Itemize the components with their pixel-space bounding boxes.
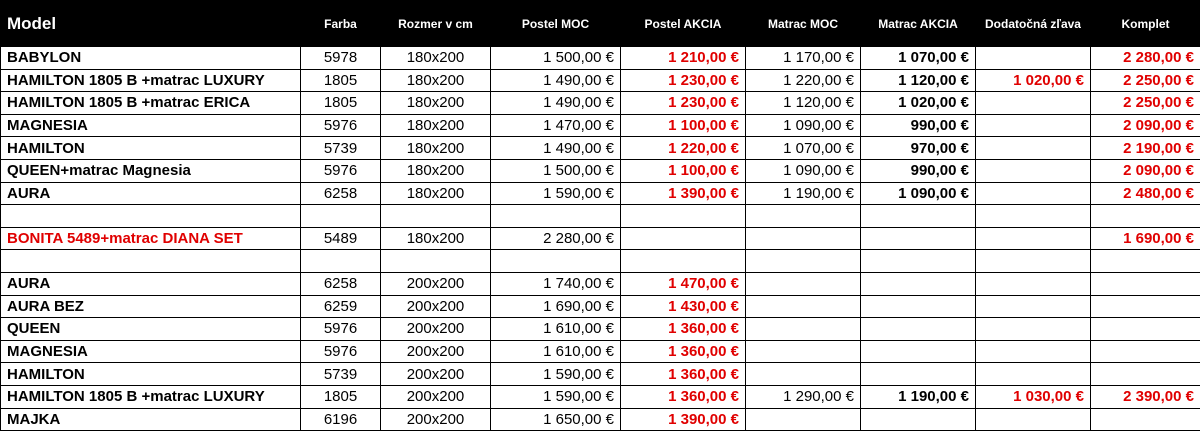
cell-postel-akcia: 1 230,00 €	[621, 92, 746, 115]
cell-farba: 5976	[301, 318, 381, 341]
cell-matrac-akcia	[861, 340, 976, 363]
cell-zlava	[976, 205, 1091, 228]
cell-komplet	[1091, 318, 1200, 341]
table-row	[1, 159, 1200, 182]
cell-postel-akcia: 1 230,00 €	[621, 69, 746, 92]
cell-model: BABYLON	[1, 47, 301, 70]
table-row	[1, 92, 1200, 115]
table-row	[1, 272, 1200, 295]
cell-matrac-moc: 1 190,00 €	[746, 182, 861, 205]
cell-postel-moc: 2 280,00 €	[491, 227, 621, 250]
cell-model: MAGNESIA	[1, 340, 301, 363]
cell-matrac-akcia: 1 070,00 €	[861, 47, 976, 70]
cell-matrac-akcia: 1 090,00 €	[861, 182, 976, 205]
cell-zlava	[976, 114, 1091, 137]
cell-zlava	[976, 363, 1091, 386]
cell-komplet: 2 280,00 €	[1091, 47, 1200, 70]
cell-zlava	[976, 340, 1091, 363]
spacer-row	[1, 250, 1200, 273]
cell-zlava	[976, 318, 1091, 341]
cell-model: AURA BEZ	[1, 295, 301, 318]
table-row	[1, 227, 1200, 250]
cell-zlava	[976, 408, 1091, 431]
cell-postel-moc: 1 500,00 €	[491, 47, 621, 70]
cell-komplet: 2 480,00 €	[1091, 182, 1200, 205]
cell-farba: 6258	[301, 272, 381, 295]
cell-rozmer: 200x200	[381, 272, 491, 295]
cell-postel-moc: 1 650,00 €	[491, 408, 621, 431]
cell-postel-moc: 1 740,00 €	[491, 272, 621, 295]
cell-rozmer: 200x200	[381, 408, 491, 431]
cell-matrac-akcia	[861, 205, 976, 228]
cell-matrac-moc	[746, 363, 861, 386]
cell-farba: 5739	[301, 363, 381, 386]
cell-matrac-moc	[746, 408, 861, 431]
cell-rozmer: 180x200	[381, 92, 491, 115]
cell-postel-akcia: 1 360,00 €	[621, 318, 746, 341]
cell-model: HAMILTON 1805 B +matrac LUXURY	[1, 385, 301, 408]
cell-farba: 5978	[301, 47, 381, 70]
cell-model: MAJKA	[1, 408, 301, 431]
cell-rozmer	[381, 205, 491, 228]
cell-farba: 1805	[301, 92, 381, 115]
cell-zlava	[976, 159, 1091, 182]
cell-model	[1, 205, 301, 228]
cell-komplet	[1091, 340, 1200, 363]
cell-zlava	[976, 250, 1091, 273]
cell-matrac-moc	[746, 295, 861, 318]
cell-farba: 1805	[301, 69, 381, 92]
cell-matrac-akcia	[861, 363, 976, 386]
cell-rozmer: 180x200	[381, 47, 491, 70]
cell-komplet: 2 390,00 €	[1091, 385, 1200, 408]
cell-komplet	[1091, 272, 1200, 295]
cell-komplet	[1091, 363, 1200, 386]
cell-postel-akcia: 1 390,00 €	[621, 182, 746, 205]
cell-postel-moc: 1 470,00 €	[491, 114, 621, 137]
cell-zlava	[976, 92, 1091, 115]
cell-zlava	[976, 47, 1091, 70]
cell-model: AURA	[1, 272, 301, 295]
cell-zlava	[976, 227, 1091, 250]
table-row	[1, 385, 1200, 408]
cell-postel-akcia: 1 100,00 €	[621, 159, 746, 182]
cell-postel-moc: 1 590,00 €	[491, 385, 621, 408]
cell-model: HAMILTON 1805 B +matrac LUXURY	[1, 69, 301, 92]
cell-rozmer: 180x200	[381, 182, 491, 205]
cell-matrac-akcia: 990,00 €	[861, 114, 976, 137]
cell-farba: 6196	[301, 408, 381, 431]
table-row	[1, 114, 1200, 137]
cell-komplet: 2 090,00 €	[1091, 159, 1200, 182]
cell-model: HAMILTON	[1, 137, 301, 160]
table-row	[1, 69, 1200, 92]
cell-rozmer: 200x200	[381, 340, 491, 363]
cell-matrac-akcia: 990,00 €	[861, 159, 976, 182]
cell-model: MAGNESIA	[1, 114, 301, 137]
cell-postel-akcia: 1 220,00 €	[621, 137, 746, 160]
cell-matrac-moc: 1 090,00 €	[746, 114, 861, 137]
cell-postel-moc: 1 490,00 €	[491, 137, 621, 160]
cell-matrac-moc: 1 290,00 €	[746, 385, 861, 408]
cell-postel-moc: 1 610,00 €	[491, 340, 621, 363]
cell-farba: 6258	[301, 182, 381, 205]
header-farba: Farba	[301, 1, 381, 47]
header-zlava: Dodatočná zľava	[976, 1, 1091, 47]
cell-komplet	[1091, 408, 1200, 431]
cell-postel-moc: 1 590,00 €	[491, 182, 621, 205]
header-matrac-akcia: Matrac AKCIA	[861, 1, 976, 47]
cell-postel-moc: 1 490,00 €	[491, 92, 621, 115]
cell-komplet	[1091, 295, 1200, 318]
cell-postel-akcia: 1 390,00 €	[621, 408, 746, 431]
cell-postel-akcia	[621, 250, 746, 273]
cell-matrac-moc: 1 070,00 €	[746, 137, 861, 160]
cell-postel-akcia: 1 360,00 €	[621, 363, 746, 386]
cell-komplet: 2 250,00 €	[1091, 69, 1200, 92]
table-row	[1, 408, 1200, 431]
cell-farba: 5976	[301, 159, 381, 182]
cell-postel-moc: 1 690,00 €	[491, 295, 621, 318]
table-row	[1, 47, 1200, 70]
cell-rozmer: 180x200	[381, 69, 491, 92]
cell-model	[1, 250, 301, 273]
cell-zlava	[976, 137, 1091, 160]
cell-matrac-akcia	[861, 295, 976, 318]
cell-postel-akcia: 1 100,00 €	[621, 114, 746, 137]
cell-rozmer: 200x200	[381, 363, 491, 386]
cell-matrac-akcia: 1 190,00 €	[861, 385, 976, 408]
cell-matrac-moc: 1 170,00 €	[746, 47, 861, 70]
cell-rozmer: 180x200	[381, 137, 491, 160]
cell-komplet: 2 190,00 €	[1091, 137, 1200, 160]
cell-model: QUEEN	[1, 318, 301, 341]
cell-matrac-moc	[746, 272, 861, 295]
cell-komplet	[1091, 250, 1200, 273]
cell-matrac-moc: 1 090,00 €	[746, 159, 861, 182]
table-body	[1, 47, 1200, 431]
cell-rozmer: 180x200	[381, 159, 491, 182]
cell-model: HAMILTON 1805 B +matrac ERICA	[1, 92, 301, 115]
spacer-row	[1, 205, 1200, 228]
header-matrac-moc: Matrac MOC	[746, 1, 861, 47]
cell-matrac-moc: 1 220,00 €	[746, 69, 861, 92]
cell-matrac-moc	[746, 250, 861, 273]
cell-komplet: 2 090,00 €	[1091, 114, 1200, 137]
cell-postel-akcia	[621, 227, 746, 250]
header-rozmer: Rozmer v cm	[381, 1, 491, 47]
cell-matrac-akcia: 1 020,00 €	[861, 92, 976, 115]
cell-zlava	[976, 272, 1091, 295]
cell-postel-akcia	[621, 205, 746, 228]
cell-farba: 5739	[301, 137, 381, 160]
header-model: Model	[1, 1, 301, 47]
header-row	[1, 1, 1200, 47]
cell-matrac-moc: 1 120,00 €	[746, 92, 861, 115]
cell-farba: 6259	[301, 295, 381, 318]
table-row	[1, 340, 1200, 363]
cell-model: HAMILTON	[1, 363, 301, 386]
cell-rozmer: 180x200	[381, 227, 491, 250]
cell-postel-akcia: 1 360,00 €	[621, 340, 746, 363]
cell-postel-moc: 1 590,00 €	[491, 363, 621, 386]
cell-model: BONITA 5489+matrac DIANA SET	[1, 227, 301, 250]
cell-matrac-akcia	[861, 250, 976, 273]
cell-zlava	[976, 295, 1091, 318]
cell-farba: 5489	[301, 227, 381, 250]
cell-zlava: 1 030,00 €	[976, 385, 1091, 408]
cell-komplet: 2 250,00 €	[1091, 92, 1200, 115]
cell-matrac-akcia	[861, 227, 976, 250]
cell-farba: 5976	[301, 340, 381, 363]
cell-matrac-moc	[746, 318, 861, 341]
cell-rozmer: 200x200	[381, 318, 491, 341]
cell-rozmer: 180x200	[381, 114, 491, 137]
cell-matrac-akcia	[861, 408, 976, 431]
cell-farba: 5976	[301, 114, 381, 137]
cell-farba	[301, 250, 381, 273]
cell-zlava	[976, 182, 1091, 205]
cell-matrac-akcia	[861, 318, 976, 341]
cell-matrac-moc	[746, 205, 861, 228]
cell-postel-moc: 1 500,00 €	[491, 159, 621, 182]
cell-matrac-akcia: 1 120,00 €	[861, 69, 976, 92]
header-komplet: Komplet	[1091, 1, 1200, 47]
cell-postel-akcia: 1 470,00 €	[621, 272, 746, 295]
cell-matrac-akcia: 970,00 €	[861, 137, 976, 160]
header-postel-moc: Postel MOC	[491, 1, 621, 47]
header-postel-akcia: Postel AKCIA	[621, 1, 746, 47]
cell-postel-akcia: 1 360,00 €	[621, 385, 746, 408]
cell-postel-moc	[491, 205, 621, 228]
cell-rozmer: 200x200	[381, 385, 491, 408]
cell-postel-moc	[491, 250, 621, 273]
table-row	[1, 318, 1200, 341]
table-row	[1, 363, 1200, 386]
cell-postel-akcia: 1 430,00 €	[621, 295, 746, 318]
cell-matrac-moc	[746, 227, 861, 250]
cell-postel-moc: 1 610,00 €	[491, 318, 621, 341]
cell-postel-moc: 1 490,00 €	[491, 69, 621, 92]
table-row	[1, 295, 1200, 318]
cell-komplet: 1 690,00 €	[1091, 227, 1200, 250]
cell-postel-akcia: 1 210,00 €	[621, 47, 746, 70]
cell-rozmer	[381, 250, 491, 273]
table-row	[1, 137, 1200, 160]
cell-zlava: 1 020,00 €	[976, 69, 1091, 92]
cell-matrac-moc	[746, 340, 861, 363]
cell-komplet	[1091, 205, 1200, 228]
cell-farba	[301, 205, 381, 228]
cell-matrac-akcia	[861, 272, 976, 295]
table-row	[1, 182, 1200, 205]
cell-model: QUEEN+matrac Magnesia	[1, 159, 301, 182]
cell-farba: 1805	[301, 385, 381, 408]
cell-rozmer: 200x200	[381, 295, 491, 318]
cell-model: AURA	[1, 182, 301, 205]
